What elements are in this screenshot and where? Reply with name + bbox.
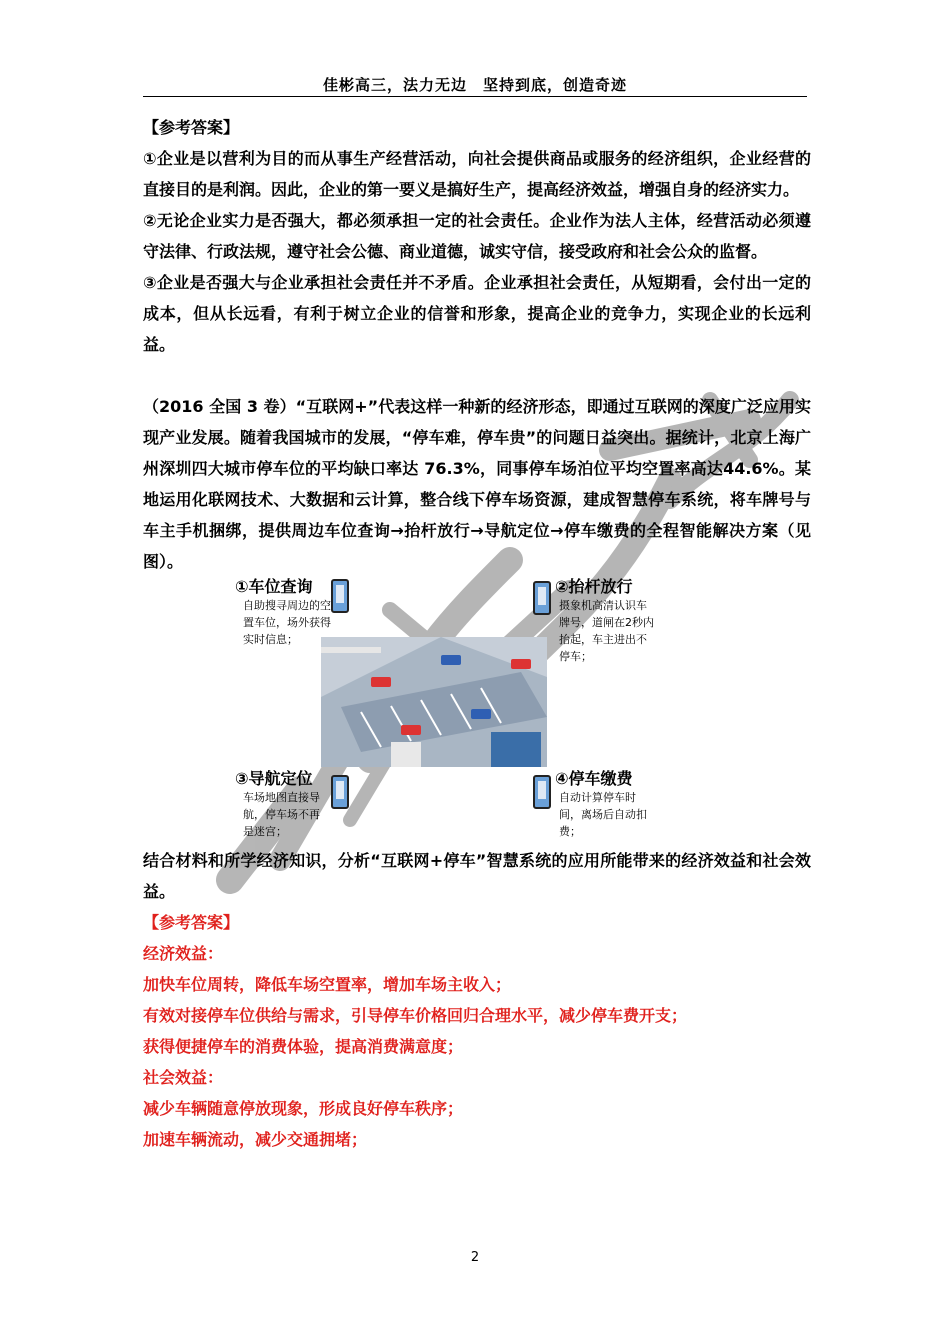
smartphone-icon — [331, 775, 349, 809]
answer-heading-2: 【参考答案】 — [143, 913, 240, 932]
step-2-tile — [555, 577, 655, 665]
step-4-description: 自动计算停车时间，离场后自动扣费； — [559, 791, 647, 838]
answer-paragraph-3: ③企业是否强大与企业承担社会责任并不矛盾。企业承担社会责任，从短期看，会付出一定的成本，但从长远看，有利于树立企业的信誉和形象，提高企业的竞争力，实现企业的长远利益。 — [143, 273, 811, 354]
smartphone-icon — [331, 579, 349, 613]
question-prompt: 结合材料和所学经济知识，分析“互联网+停车”智慧系统的应用所能带来的经济效益和社会效益。 — [143, 851, 811, 901]
economic-benefit-1: 加快车位周转，降低车场空置率，增加车场主收入； — [143, 975, 512, 994]
answer-paragraph-1: ①企业是以营利为目的而从事生产经营活动，向社会提供商品或服务的经济组织，企业经营的直接目的是利润。因此，企业的第一要义是搞好生产，提高经济效益，增强自身的经济实力。 — [143, 149, 811, 199]
smartphone-icon — [533, 775, 551, 809]
document-body — [143, 112, 811, 1155]
smartphone-icon — [533, 581, 551, 615]
social-benefit-1: 减少车辆随意停放现象，形成良好停车秩序； — [143, 1099, 464, 1118]
answer-heading-1: 【参考答案】 — [143, 118, 240, 137]
answer-paragraph-2: ②无论企业实力是否强大，都必须承担一定的社会责任。企业作为法人主体，经营活动必须遵守法律、行政法规，遵守社会公德、商业道德，诚实守信，接受政府和社会公众的监督。 — [143, 211, 811, 261]
step-3-title: ③导航定位 — [235, 769, 313, 788]
step-3-tile — [235, 769, 325, 840]
step-3-description: 车场地图直接导航，停车场不再是迷宫； — [243, 791, 320, 838]
economic-benefit-title: 经济效益： — [143, 944, 224, 963]
step-4-tile — [555, 769, 655, 840]
step-2-title: ②抬杆放行 — [555, 577, 633, 596]
header-rule — [143, 96, 807, 97]
parking-lot-illustration — [321, 637, 547, 767]
step-4-title: ④停车缴费 — [555, 769, 633, 788]
page-header: 佳彬高三，法力无边 坚持到底，创造奇迹 — [322, 76, 627, 94]
step-2-description: 摄象机高清认识车牌号，道闸在2秒内抬起，车主进出不停车； — [559, 599, 654, 663]
smart-parking-figure — [235, 577, 655, 845]
step-1-title: ①车位查询 — [235, 577, 313, 596]
page-number: 2 — [470, 1250, 480, 1265]
economic-benefit-3: 获得便捷停车的消费体验，提高消费满意度； — [143, 1037, 464, 1056]
question-intro: （2016 全国 3 卷）“互联网+”代表这样一种新的经济形态，即通过互联网的深度广泛应用实现产业发展。随着我国城市的发展，“停车难，停车贵”的问题日益突出。据统计，北京上海广州深圳四大城市停车位的平均缺口率达 76.3%，同事停车场泊位平均空置率高达44.6%。某地运用化联网技术、大数据和云计算，整合线下停车场资源，建成智慧停车系统，将车牌号与车主手机捆绑，提供周边车位查询→抬杆放行→导航定位→停车缴费的全程智能解决方案（见图）。 — [143, 397, 811, 571]
social-benefit-2: 加速车辆流动，减少交通拥堵； — [143, 1130, 368, 1149]
step-1-tile — [235, 577, 335, 648]
step-1-description: 自助搜寻周边的空置车位，场外获得实时信息； — [243, 599, 331, 646]
social-benefit-title: 社会效益： — [143, 1068, 224, 1087]
economic-benefit-2: 有效对接停车位供给与需求，引导停车价格回归合理水平，减少停车费开支； — [143, 1006, 688, 1025]
